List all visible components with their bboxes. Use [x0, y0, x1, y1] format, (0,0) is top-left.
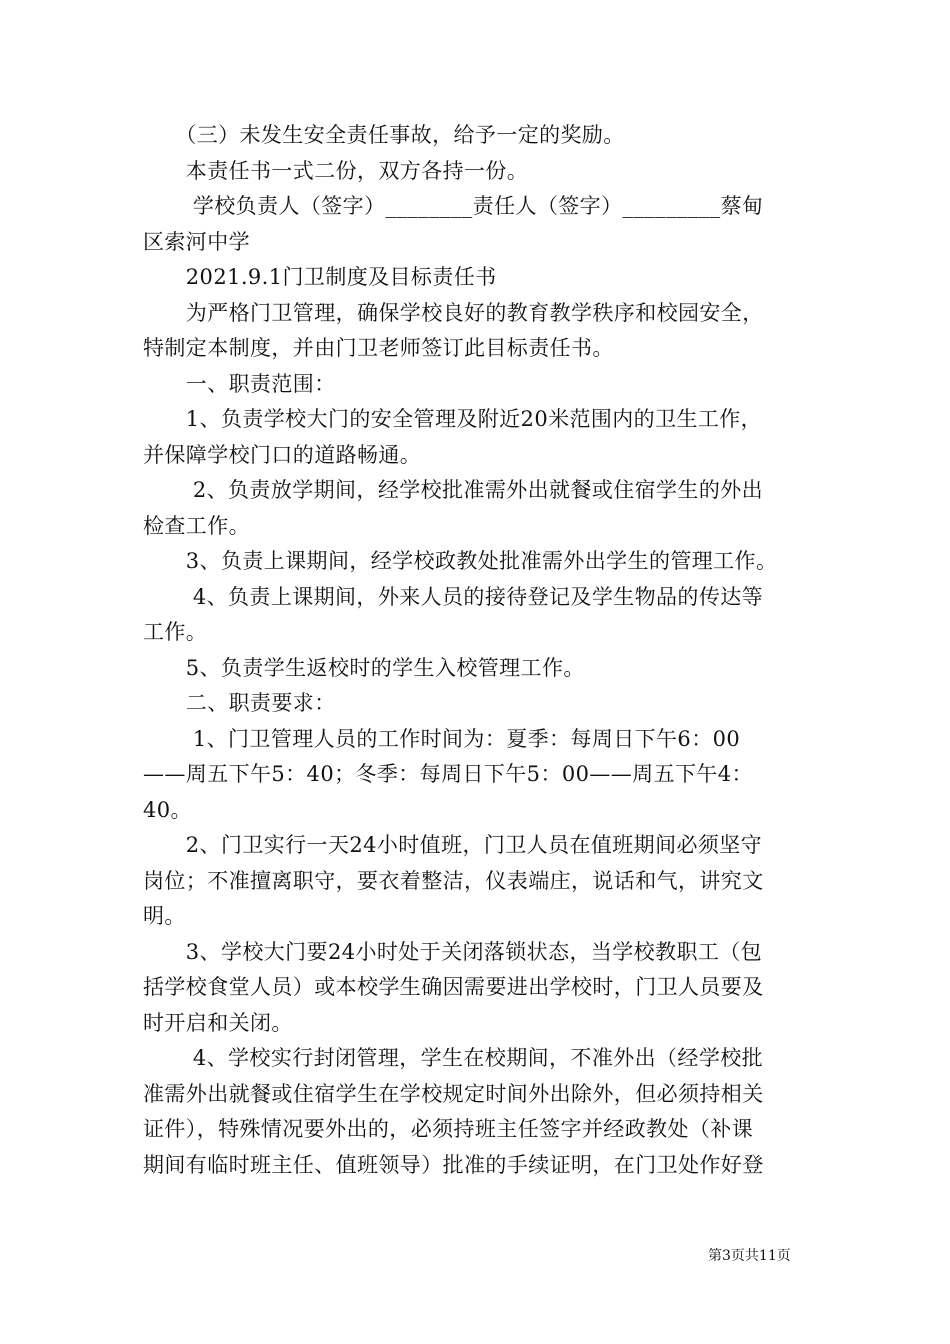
text-line: 4、学校实行封闭管理，学生在校期间，不准外出（经学校批 [143, 1046, 764, 1070]
text-line: 本责任书一式二份，双方各持一份。 [143, 158, 529, 183]
text-line: 区索河中学 [143, 229, 250, 254]
text-line: 岗位；不准擅离职守，要衣着整洁，仪表端庄，说话和气，讲究文 [143, 868, 764, 893]
text-line: 期间有临时班主任、值班领导）批准的手续证明，在门卫处作好登 [143, 1152, 764, 1177]
text-line: 时开启和关闭。 [143, 1010, 293, 1035]
text-line: 特制定本制度，并由门卫老师签订此目标责任书。 [143, 336, 614, 360]
text-line: 工作。 [143, 620, 208, 644]
text-line: 3、学校大门要24小时处于关闭落锁状态，当学校教职工（包 [143, 939, 763, 964]
text-line: 5、负责学生返校时的学生入校管理工作。 [143, 655, 585, 680]
text-line: ——周五下午5：40；冬季：每周日下午5：00——周五下午4： [143, 762, 753, 786]
page-number: 第3页共11页 [708, 1248, 791, 1264]
text-line: 1、门卫管理人员的工作时间为：夏季：每周日下午6：00 [143, 726, 741, 751]
text-line: 4、负责上课期间，外来人员的接待登记及学生物品的传达等 [143, 584, 764, 609]
section-heading: 一、职责范围： [143, 371, 336, 396]
text-line: 2、负责放学期间，经学校批准需外出就餐或住宿学生的外出 [143, 478, 764, 502]
text-line: 明。 [143, 904, 186, 928]
section-title: 2021.9.1门卫制度及目标责任书 [143, 265, 497, 289]
text-line: 检查工作。 [143, 513, 250, 538]
text-line: 40。 [143, 797, 192, 822]
text-line: 准需外出就餐或住宿学生在学校规定时间外出除外，但必须持相关 [143, 1081, 764, 1106]
text-line: 2、门卫实行一天24小时值班，门卫人员在值班期间必须坚守 [143, 833, 763, 857]
section-heading: 二、职责要求： [143, 691, 336, 715]
text-line: 证件），特殊情况要外出的，必须持班主任签字并经政教处（补课 [143, 1117, 754, 1141]
text-line: 1、负责学校大门的安全管理及附近20米范围内的卫生工作， [143, 407, 763, 431]
text-line: 为严格门卫管理，确保学校良好的教育教学秩序和校园安全， [143, 300, 764, 325]
text-line: 并保障学校门口的道路畅通。 [143, 442, 422, 467]
text-line: 3、负责上课期间，经学校政教处批准需外出学生的管理工作。 [143, 549, 778, 573]
text-line: 括学校食堂人员）或本校学生确因需要进出学校时，门卫人员要及 [143, 975, 764, 999]
document-body [143, 118, 808, 1183]
text-line: 学校负责人（签字）________责任人（签字）_________蔡甸 [143, 194, 764, 218]
text-line: （三）未发生安全责任事故，给予一定的奖励。 [143, 123, 625, 147]
